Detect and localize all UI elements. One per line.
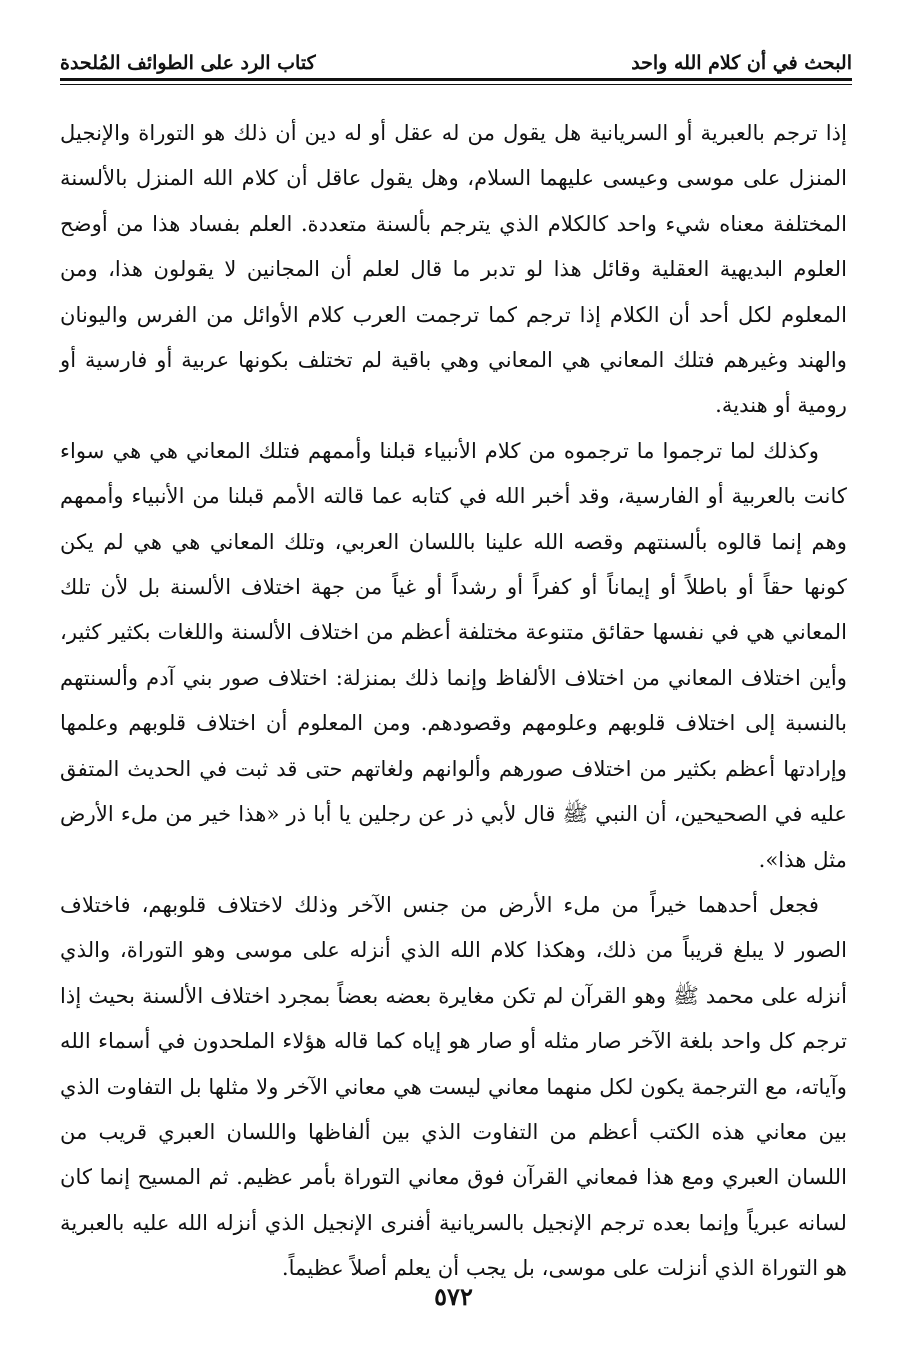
- page-number: ٥٧٢: [434, 1282, 473, 1311]
- header-book-title: كتاب الرد على الطوائف المُلحدة: [60, 52, 316, 74]
- paragraph-1: إذا ترجم بالعبرية أو السريانية هل يقول من له عقل أو له دين أن ذلك هو التوراة والإنجيل المنزل على موسى وعيسى عليهما السلام، وهل يقول عاقل أن كلام الله المنزل بالألسنة المختلفة معناه شيء واحد كالكلام الذي يترجم بألسنة متعددة. العلم بفساد هذا من أوضح العلوم البديهية العقلية وقائل هذا لو تدبر ما قال لعلم أن المجانين لا يقولون هذا، ومن المعلوم لكل أحد أن الكلام إذا ترجم كما ترجمت العرب كلام الأوائل من الفرس واليونان والهند وغيرهم فتلك المعاني هي المعاني وهي باقية لم تختلف بكونها عربية أو فارسية أو رومية أو هندية.: [60, 120, 847, 418]
- paragraph-3: فجعل أحدهما خيراً من ملء الأرض من جنس الآخر وذلك لاختلاف قلوبهم، فاختلاف الصور لا يبلغ قريباً من ذلك، وهكذا كلام الله الذي أنزله على موسى وهو التوراة، والذي أنزله على محمد ﷺ وهو القرآن لم تكن مغايرة بعضه بعضاً بمجرد اختلاف الألسنة بحيث إذا ترجم كل واحد بلغة الآخر صار مثله أو صار هو إياه كما قاله هؤلاء الملحدون في أسماء الله وآياته، مع الترجمة يكون لكل منهما معاني ليست هي معاني الآخر ولا مثلها بل التفاوت الذي بين معاني هذه الكتب أعظم من التفاوت الذي بين ألفاظها واللسان العبري قريب من اللسان العبري ومع هذا فمعاني القرآن فوق معاني التوراة بأمر عظيم. ثم المسيح إنما كان لسانه عبرياً وإنما بعده ترجم الإنجيل بالسريانية أفنرى الإنجيل الذي أنزله الله عليه بالعبرية هو التوراة الذي أنزلت على موسى، بل يجب أن يعلم أصلاً عظيماً.: [60, 891, 847, 1281]
- header-rule-thick: [60, 78, 852, 81]
- running-header: [60, 30, 852, 74]
- header-rule-thin: [60, 84, 852, 85]
- body-text: [60, 110, 847, 1291]
- paragraph-2: وكذلك لما ترجموا ما ترجموه من كلام الأنبياء قبلنا وأممهم فتلك المعاني هي هي سواء كانت بالعربية أو الفارسية، وقد أخبر الله في كتابه عما قالته الأمم قبلنا من الأنبياء وأممهم وهم إنما قالوه بألسنتهم وقصه الله علينا باللسان العربي، وتلك المعاني هي هي لم يكن كونها حقاً أو باطلاً أو إيماناً أو كفراً أو رشداً أو غياً من جهة اختلاف الألسنة بل لأن تلك المعاني هي في نفسها حقائق متنوعة مختلفة أعظم من اختلاف الألسنة واللغات بكثير كثير، وأين اختلاف المعاني من اختلاف الألفاظ وإنما ذلك بمنزلة: اختلاف صور بني آدم وألسنتهم بالنسبة إلى اختلاف قلوبهم وعلومهم وقصودهم. ومن المعلوم أن اختلاف قلوبهم وعلمها وإرادتها أعظم بكثير من اختلاف صورهم وألوانهم ولغاتهم حتى قد ثبت في الحديث المتفق عليه في الصحيحين، أن النبي ﷺ قال لأبي ذر عن رجلين يا أبا ذر «هذا خير من ملء الأرض مثل هذا».: [60, 437, 847, 872]
- header-chapter-title: البحث في أن كلام الله واحد: [631, 52, 852, 74]
